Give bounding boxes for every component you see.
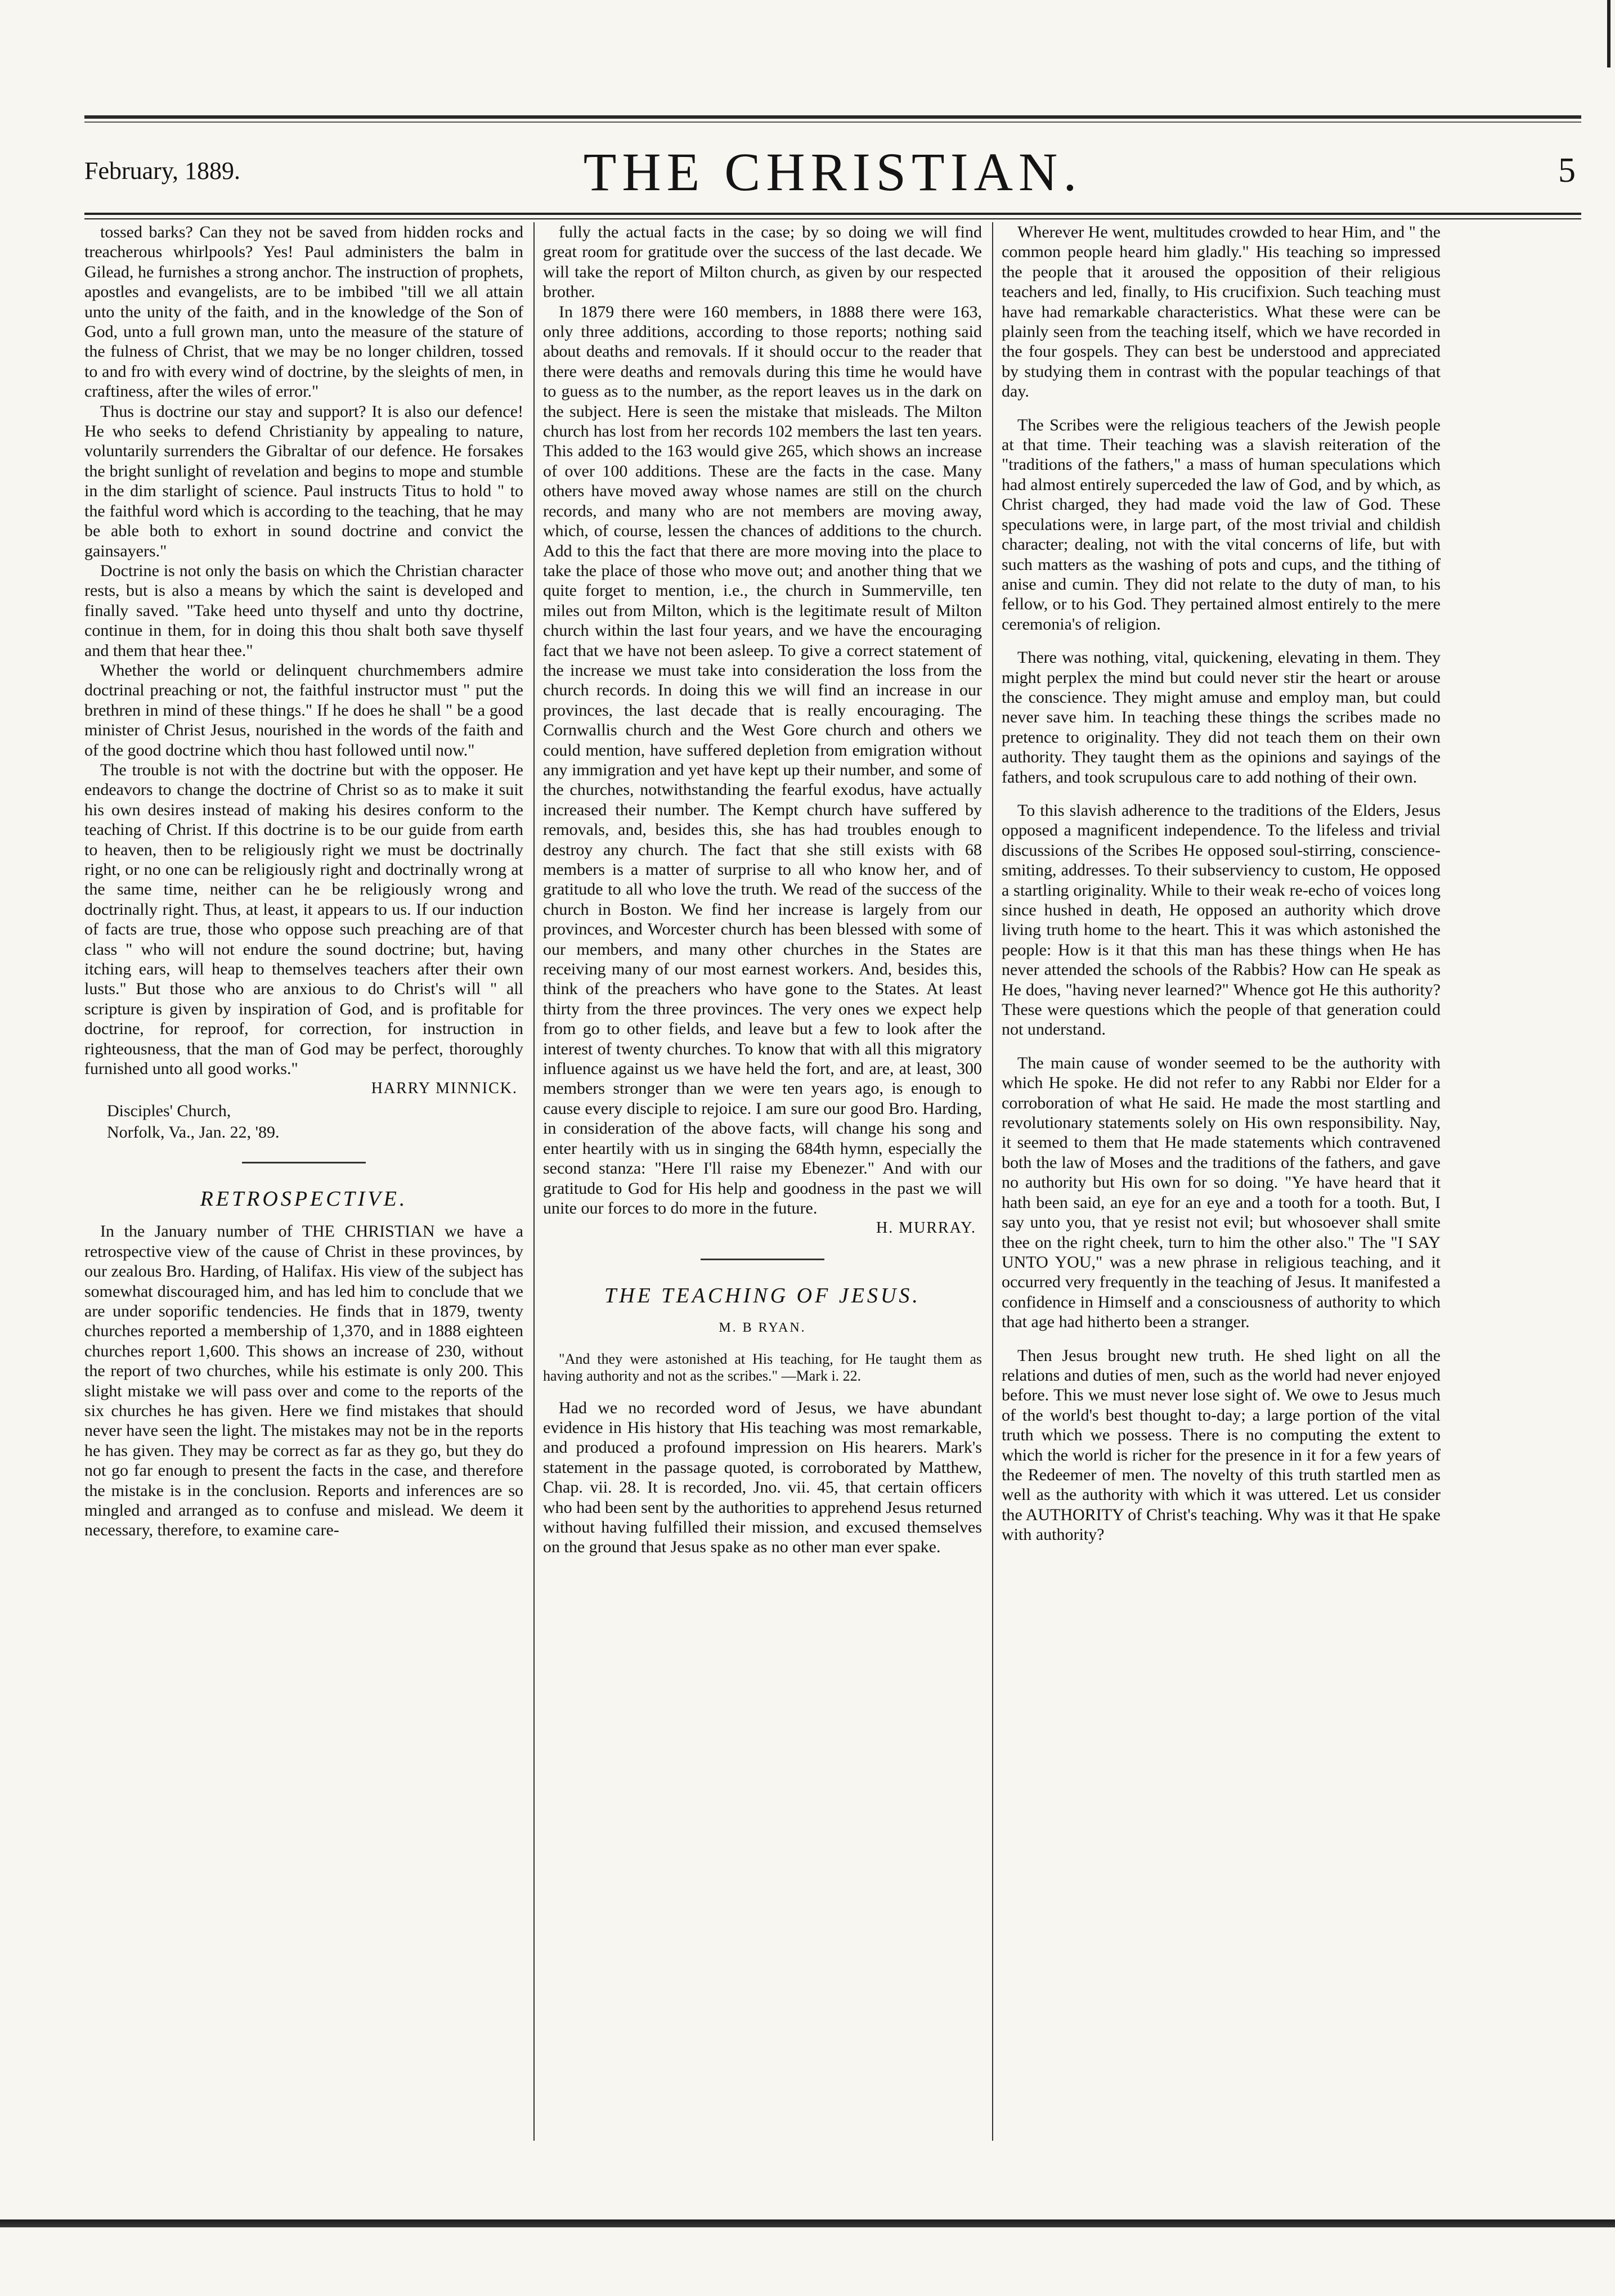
column-1	[84, 222, 523, 2141]
section-divider	[242, 1162, 366, 1163]
issue-date: February, 1889.	[84, 157, 240, 185]
header-rule-thin	[84, 218, 1581, 219]
column-2	[543, 222, 982, 2141]
paragraph: Wherever He went, multitudes crowded to hear Him, and " the common people heard him gladly." His teaching so impressed the people that it aroused the opposition of their religious teachers and led, finally, to His crucifixion. Such teaching must have had remarkable characteristics. What these were can be plainly seen from the teaching itself, which we have recorded in the four gospels. They can best be understood and appreciated by studying them in contrast with the popular teachings of that day.	[1002, 223, 1441, 401]
column-divider	[992, 222, 993, 2141]
newspaper-title: THE CHRISTIAN.	[583, 142, 1083, 202]
page-edge-mark	[1607, 0, 1610, 68]
paragraph: In the January number of THE CHRISTIAN we have a retrospective view of the cause of Christ in these provinces, by our zealous Bro. Harding, of Halifax. His view of the subject has somewhat discouraged him, and has led him to conclude that we are under soporific tendencies. He finds that in 1879, twenty churches reported a membership of 1,370, and in 1888 eighteen churches report 1,600. This shows an increase of 230, without the report of two churches, while his estimate is only 200. This slight mistake we will pass over and come to the reports of the six churches he has given. Here we find mistakes that should never have seen the light. The mistakes may not be in the reports he has given. They may be correct as far as they go, but they do not go far enough to present the facts in the case, and therefore the mistake is in the conclusion. Reports and inferences are so mingled and arranged as to confuse and mislead. We deem it necessary, therefore, to examine care-	[84, 1222, 523, 1540]
paragraph: fully the actual facts in the case; by so doing we will find great room for gratitude over the success of the last decade. We will take the report of Milton church, as given by our respected brother.	[543, 223, 982, 302]
paragraph: To this slavish adherence to the traditions of the Elders, Jesus opposed a magnificent independence. To the lifeless and trivial discussions of the Scribes He opposed soul-stirring, conscience-smiting, addresses. To their subserviency to custom, He opposed a startling originality. While to their weak re-echo of voices long since hushed in death, He opposed an authority which drove living truth home to the heart. This it was which astonished the people: How is it that this man has these things when He has never attended the schools of the Rabbis? How can He speak as He does, "having never learned?" Whence got He this authority? These were questions which the people of that generation could not understand.	[1002, 801, 1441, 1039]
paragraph: There was nothing, vital, quickening, elevating in them. They might perplex the mind but could never stir the heart or arouse the conscience. They might amuse and employ man, but could never save him. In teaching these things the scribes made no pretence to originality. They did not teach them on their own authority. They taught them as the opinions and sayings of the fathers, and took scrupulous care to add nothing of their own.	[1002, 648, 1441, 787]
author-signature: H. MURRAY.	[876, 1219, 976, 1237]
top-rule	[84, 115, 1581, 119]
section-divider	[701, 1259, 824, 1260]
column-3	[1002, 222, 1441, 2141]
paragraph: The Scribes were the religious teachers of the Jewish people at that time. Their teaching was a slavish reiteration of the "traditions of the fathers," a mass of human speculations which had almost entirely superceded the law of God, and by which, as Christ charged, they had made void the law of God. These speculations were, in large part, of the most trivial and childish character; dealing, not with the vital concerns of life, but with such matters as the washing of pots and cups, and the tithing of anise and cumin. They did not relate to the duty of man, to his fellow, or to his God. They pertained almost entirely to the mere ceremonia's of religion.	[1002, 415, 1441, 633]
dateline-line-1: Disciples' Church,	[107, 1101, 231, 1120]
epigraph	[543, 1351, 982, 1385]
paragraph: In 1879 there were 160 members, in 1888 there were 163, only three additions, according to those reports; nothing said about deaths and removals. If it should occur to the reader that there were deaths and removals during this time he would have to guess as to the number, as the report leaves us in the dark on the subject. Here is seen the mistake that misleads. The Milton church has lost from her records 102 members the last ten years. This added to the 163 would give 265, which shows an increase of over 100 additions. These are the facts in the case. Many others have moved away whose names are still on the church records, and many who are not members are moving away, which, of course, lessen the chances of additions to the church. Add to this the fact that there are more moving into the place to take the place of those who move out; and another thing that we quite forget to mention, i.e., the church in Summerville, ten miles out from Milton, which is the legitimate result of Milton church within the last four years, and we have the encouraging fact that we have not been asleep. To give a correct statement of the increase we must take into consideration the loss from the church records. In doing this we will find an increase in our provinces, the last decade that is really encouraging. The Cornwallis church and the West Gore church and others we could mention, have suffered depletion from emigration without any immigration and yet have kept up their number, and some of the churches, notwithstanding the fearful exodus, have actually increased their number. The Kempt church have suffered by removals, and, besides this, she has had troubles enough to destroy any church. The fact that she still exists with 68 members is a matter of surprise to all who know her, and of gratitude to all who love the truth. We read of the success of the church in Boston. We find her increase is largely from our provinces, and Worcester church has been blessed with some of our members, and many other churches in the States are receiving many of our most earnest workers. And, besides this, think of the preachers who have gone to the States. At least thirty from the three provinces. The very ones we expect help from go to other fields, and leave but a few to look after the interest of twenty churches. To know that with all this migratory influence against us we have held the fort, and are, at least, 300 members stronger than we were ten years ago, is enough to cause every disciple to rejoice. I am sure our good Bro. Harding, in consideration of the above facts, will change his song and enter heartily with us in singing the 684th hymn, especially the second stanza: "Here I'll raise my Ebenezer." And with our gratitude to God for His help and goodness in the past we will unite our forces to do more in the future.	[543, 302, 982, 1217]
page-number: 5	[1558, 151, 1576, 190]
paragraph: Then Jesus brought new truth. He shed light on all the relations and duties of men, such as the world had never enjoyed before. This we must never lose sight of. We owe to Jesus much of the world's best thought to-day; a large portion of the vital truth which we possess. There is no computing the extent to which the world is richer for the presence in it for a few years of the Redeemer of men. The novelty of this truth startled men as well as the authority with which it was uttered. Let us consider the AUTHORITY of Christ's teaching. Why was it that He spake with authority?	[1002, 1346, 1441, 1544]
paragraph: Whether the world or delinquent churchmembers admire doctrinal preaching or not, the faithful instructor must " put the brethren in mind of these things." If he does he shall " be a good minister of Christ Jesus, nourished in the words of the faith and of the good doctrine which thou hast followed until now."	[84, 661, 523, 760]
paragraph: Had we no recorded word of Jesus, we have abundant evidence in His history that His teaching was most remarkable, and produced a profound impression on His hearers. Mark's statement in the passage quoted, is corroborated by Matthew, Chap. vii. 28. It is recorded, Jno. vii. 45, that certain officers who had been sent by the authorities to apprehend Jesus returned without having fulfilled their mission, and excused themselves on the ground that Jesus spake as no other man ever spake.	[543, 1398, 982, 1557]
header-rule	[84, 213, 1581, 215]
article-heading-retrospective: RETROSPECTIVE.	[200, 1187, 408, 1211]
bottom-rule	[0, 2219, 1615, 2227]
author-signature: HARRY MINNICK.	[371, 1080, 518, 1098]
column-divider	[533, 222, 535, 2141]
paragraph: The trouble is not with the doctrine but with the opposer. He endeavors to change the doctrine of Christ so as to make it suit his own desires instead of making his desires conform to the teaching of Christ. If this doctrine is to be our guide from earth to heaven, then to be religiously right we must be doctrinally right, or no one can be religiously right and doctrinally wrong at the same time, neither can he be religiously wrong and doctrinally right. Thus, at least, it appears to us. If our induction of facts are true, those who oppose such preaching are of that class " who will not endure the sound doctrine; but, having itching ears, will heap to themselves teachers after their own lusts." But those who are anxious to do Christ's will " all scripture is given by inspiration of God, and is profitable for doctrine, for reproof, for correction, for instruction in righteousness, that the man of God may be perfect, thoroughly furnished unto all good works."	[84, 760, 523, 1079]
top-rule-thin	[84, 122, 1581, 123]
paragraph: The main cause of wonder seemed to be the authority with which He spoke. He did not refer to any Rabbi nor Elder for a corroboration of what He said. He made the most startling and revolutionary statements solely on His own responsibility. Nay, it seemed to them that He made statements which contravened both the law of Moses and the traditions of the fathers, and gave no authority but His own for so doing. "Ye have heard that it hath been said, an eye for an eye and a tooth for a tooth. But, I say unto you, that ye resist not evil; but whosoever shall smite thee on the right cheek, turn to him the other also." The "I SAY UNTO YOU," was a new phrase in religious teaching, and it occurred very frequently in the teaching of Jesus. It manifested a confidence in Himself and a consciousness of authority to which that age had hitherto been a stranger.	[1002, 1053, 1441, 1332]
article-byline: M. B RYAN.	[719, 1320, 806, 1336]
article-heading-teaching: THE TEACHING OF JESUS.	[604, 1283, 921, 1307]
paragraph: Thus is doctrine our stay and support? It is also our defence! He who seeks to defend Christianity by appealing to nature, voluntarily surrenders the Gibraltar of our defence. He forsakes the bright sunlight of revelation and begins to mope and stumble in the dim starlight of science. Paul instructs Titus to hold " to the faithful word which is according to the teaching, that he may be able both to exhort in sound doctrine and convict the gainsayers."	[84, 402, 523, 560]
paragraph: tossed barks? Can they not be saved from hidden rocks and treacherous whirlpools? Yes! Paul administers the balm in Gilead, he furnishes a strong anchor. The instruction of prophets, apostles and evangelists, are to be imbibed "till we all attain unto the unity of the faith, and in the knowledge of the Son of God, unto a full grown man, unto the measure of the stature of the fulness of Christ, that we may be no longer children, tossed to and fro with every wind of doctrine, by the sleights of men, in craftiness, after the wiles of error."	[84, 223, 523, 401]
dateline-line-2: Norfolk, Va., Jan. 22, '89.	[107, 1122, 280, 1142]
masthead	[84, 141, 1581, 203]
paragraph: Doctrine is not only the basis on which the Christian character rests, but is also a means by which the saint is developed and finally saved. "Take heed unto thyself and unto thy doctrine, continue in them, for in doing this thou shalt both save thyself and them that hear thee."	[84, 561, 523, 660]
epigraph-text: "And they were astonished at His teaching, for He taught them as having authority and not as the scribes." —Mark i. 22.	[543, 1350, 982, 1384]
